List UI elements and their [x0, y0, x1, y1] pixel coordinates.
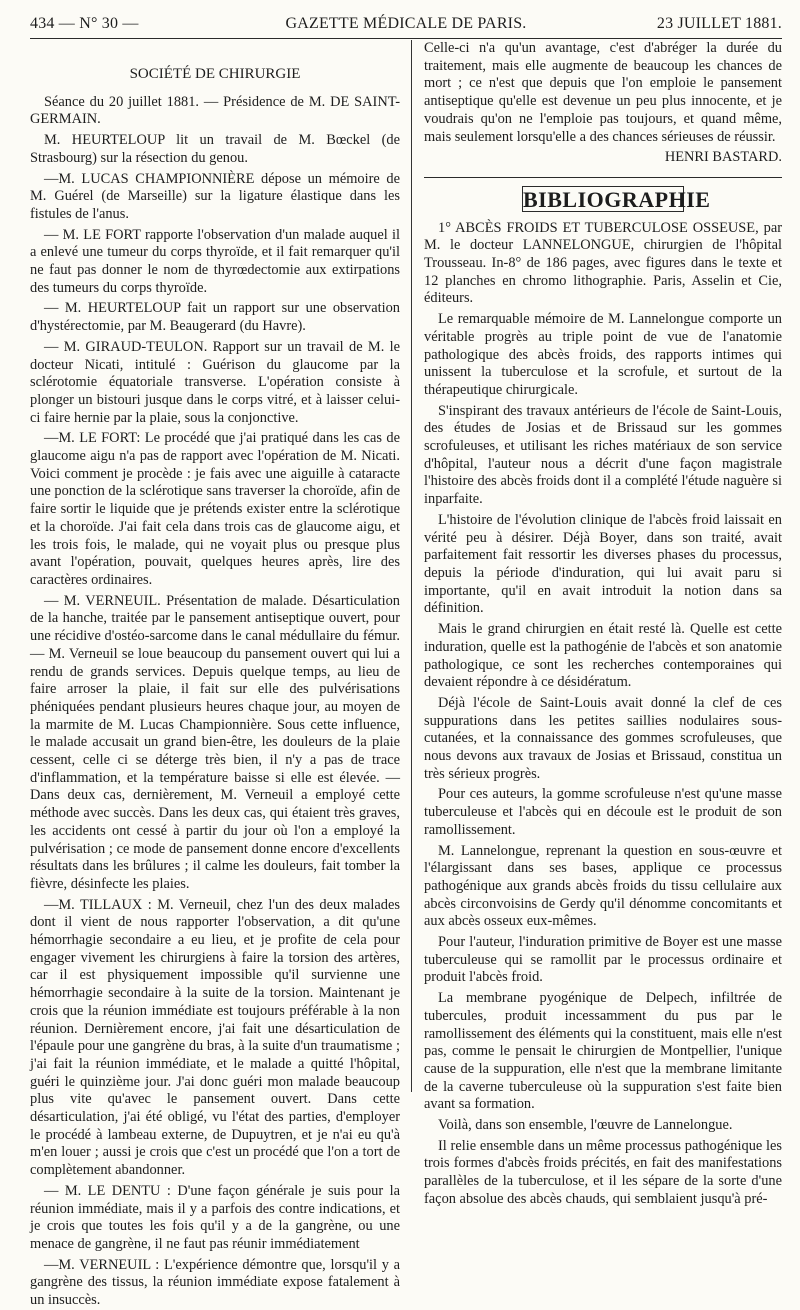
paragraph: —M. LE FORT: Le procédé que j'ai pratiqué dans les cas de glaucome aigu n'a pas de rapport avec l'opération de M. Nicati. Voici comment je procède : je fais avec une aiguille à cataracte une ponction de la sclérotique sans traverser la choroïde, afin de faire sortir le liquide que je prétends exister entre la sclérotique et la choroïde. J'ai fait cela dans trois cas de glaucome aigu, et les trois fois, le malade, qui ne voyait plus ou presque plus avant l'opération, pouvait, quelques heures après, lire des caractères ordinaires. — [30, 430, 400, 588]
publication-title: GAZETTE MÉDICALE DE PARIS. — [285, 15, 527, 32]
section-rule — [424, 177, 782, 178]
seance-line: Séance du 20 juillet 1881. — Présidence de M. DE SAINT-GERMAIN. — [30, 93, 400, 128]
paragraph: Pour ces auteurs, la gomme scrofuleuse n'est qu'une masse tuberculeuse et l'abcès qui en découle est le produit de son ramollissement. — [424, 786, 782, 838]
page-header — [30, 12, 782, 39]
paragraph: — M. GIRAUD-TEULON. Rapport sur un travail de M. le docteur Nicati, intitulé : Guérison du glaucome par la sclérotomie équatoriale transverse. L'opération consiste à plonger un bistouri jusque dans le corps vitré, et à laisser celui-ci faire hernie par la plaie, sous la conjonctive. — [30, 338, 400, 426]
issue-date: 23 JUILLET 1881. — [656, 15, 782, 32]
paragraph: Le remarquable mémoire de M. Lannelongue comporte un véritable progrès au triple point de vue de l'anatomie pathologique des abcès froids, des rapports intimes qui unissent la tuberculose et la scrofule, et surtout de la thérapeutique chirurgicale. — [424, 311, 782, 398]
paragraph: Il relie ensemble dans un même processus pathogénique les trois formes d'abcès froids précités, en fait des manifestations parallèles de la tuberculose, et il les sépare de la sorte d'une façon absolue des abcès chauds, qui semblaient jusqu'à pré- — [424, 1137, 782, 1207]
paragraph: La membrane pyogénique de Delpech, infiltrée de tubercules, produit incessamment du pus par le ramollissement des éléments qui la constituent, mais elle n'est pas, comme le pensait le chirurgien de Montpellier, l'unique cause de la suppuration, elle n'est que la membrane limitante de la caverne tuberculeuse où la suppuration s'est faite bien avant sa formation. — [424, 990, 782, 1113]
left-column — [30, 40, 400, 1309]
signature — [424, 149, 782, 167]
paragraph: Mais le grand chirurgien en était resté là. Quelle est cette induration, quelle est la pathogénie de l'abcès et son anatomie pathologique, ce sont les recherches contemporaines qui devaient répondre à ce désidératum. — [424, 621, 782, 691]
paragraph: —M. VERNEUIL : L'expérience démontre que, lorsqu'il y a gangrène des tissus, la réunion immédiate expose fatalement à un insuccès. — [30, 1256, 400, 1309]
paragraph: S'inspirant des travaux antérieurs de l'école de Saint-Louis, des études de Josias et de Brissaud sur les gommes scrofuleuses, et utilisant les riches matériaux de son service d'hôpital, l'auteur nous a décrit d'une façon magistrale l'histoire des abcès froids dont il a complété l'étude naguère si inparfaite. — [424, 402, 782, 508]
paragraph-continuation: Celle-ci n'a qu'un avantage, c'est d'abréger la durée du traitement, mais elle augmente de beaucoup les chances de mort ; ce n'est que depuis que l'on emploie le pansement antiseptique qu'elle est devenue un peu plus innocente, et je voudrais qu'on ne l'emploie pas toujours, et quand même, mais seulement lorsqu'elle a des chances sérieuses de réussir. — [424, 40, 782, 145]
column-divider — [411, 40, 412, 1092]
paragraph: M. Lannelongue, reprenant la question en sous-œuvre et l'élargissant dans ses bases, applique ce processus pathogénique aux grands abcès froids du tissu cellulaire aux abcès circonvoisins de Gerdy qu'il dénomme concomitants et aux abcès osseux eux-mêmes. — [424, 842, 782, 930]
paragraph: — M. VERNEUIL. Présentation de malade. Désarticulation de la hanche, traitée par le pansement antiseptique ouvert, pour une récidive d'ostéo-sarcome dans le canal médullaire du fémur. — M. Verneuil se loue beaucoup du pansement ouvert qui lui a rendu de grands services. Depuis quelque temps, au lieu de faire arroser la plaie, il fait sur elle des pulvérisations phéniquées pendant plusieurs heures chaque jour, au moyen de la marmite de M. Lucas Championnière. Sous cette influence, le malade accusait un grand bien-être, les douleurs de la plaie cessent, celle ci se déterge très bien, il n'y a pas de trace d'inflammation, et la température baisse si elle est élevée. — Dans deux cas, dernièrement, M. Verneuil a employé cette méthode avec succès. Dans les deux cas, qui étaient très graves, les accidents ont cessé à partir du jour où l'on a employé la pulvérisation ; ce mode de pansement donne encore d'excellents résultats dans les brûlures ; il calme les douleurs, fait tomber la fièvre, désinfecte les plaies. — [30, 592, 400, 892]
paragraph: — M. LE DENTU : D'une façon générale je suis pour la réunion immédiate, mais il y a parfois des contre indications, et je crois que toutes les fois qu'il y a de la gangrène, ou une menace de gangrène, il ne faut pas réunir immédiatement — [30, 1182, 400, 1252]
paragraph: — M. HEURTELOUP fait un rapport sur une observation d'hystérectomie, par M. Beaugerard (du Havre). — [30, 300, 400, 335]
paragraph: Voilà, dans son ensemble, l'œuvre de Lannelongue. — [438, 1117, 733, 1134]
bibliography-title: BIBLIOGRAPHIE — [523, 186, 711, 212]
paragraph: Déjà l'école de Saint-Louis avait donné la clef de ces suppurations dans les petites saillies nodulaires sous-cutanées, et la connaissance des gommes scrofuleuses, que nous devons aux travaux de Josias et Brissaud, constitua un très sérieux progrès. — [424, 694, 782, 782]
paragraph: 1° ABCÈS FROIDS ET TUBERCULOSE OSSEUSE, par M. le docteur LANNELONGUE, chirurgien de l'hôpital Trousseau. In-8° de 186 pages, avec figures dans le texte et 12 planches en chromo lithographie. Paris, Asselin et Cie, éditeurs. — [424, 219, 782, 307]
right-column — [424, 40, 782, 1207]
signature-text: HENRI BASTARD. — [664, 149, 782, 166]
paragraph: M. HEURTELOUP lit un travail de M. Bœckel (de Strasbourg) sur la résection du genou. — [30, 132, 400, 166]
paragraph: —M. LUCAS CHAMPIONNIÈRE dépose un mémoire de M. Guérel (de Marseille) sur la ligature élastique dans les fistules de l'anus. — [30, 170, 400, 222]
section-title: SOCIÉTÉ DE CHIRURGIE — [129, 66, 301, 82]
paragraph: L'histoire de l'évolution clinique de l'abcès froid laissait en vérité peu à désirer. Déjà Boyer, dans son traité, avait parfaitement fait ressortir les diverses phases du processus, depuis la période d'induration, qui lui avait paru si importante, qu'il en avait introduit la notion dans sa définition. — [424, 511, 782, 617]
page-number: 434 — N° 30 — — [30, 15, 139, 32]
paragraph: — M. LE FORT rapporte l'observation d'un malade auquel il a enlevé une tumeur du corps thyroïde, et il fait remarquer qu'il ne faut pas donner le nom de thyrœdectomie aux extirpations des tumeurs du corps thyroïde. — [30, 226, 400, 296]
paragraph: Pour l'auteur, l'induration primitive de Boyer est une masse tuberculeuse qui se ramollit par le processus ordinaire et produit l'abcès froid. — [424, 934, 782, 986]
paragraph: —M. TILLAUX : M. Verneuil, chez l'un des deux malades dont il vient de nous rapporter l'observation, a dit qu'une hémorrhagie secondaire a eu lieu, et je profite de cela pour engager vivement les chirurgiens à faire la torsion des artères, car il est physiquement impossible qu'il survienne une hémorrhagie secondaire à la suite de la torsion. Maintenant je crois que la réunion immédiate est toujours préférable à la non réunion. Dernièrement encore, j'ai fait une désarticulation de l'épaule pour une gangrène du bras, à la suite d'un traumatisme ; j'ai fait la réunion immédiate, et le malade a quitté l'hôpital, guéri le quinzième jour. J'ai donc guéri mon malade beaucoup plus vite qu'avec le pansement ouvert. Dans cette désarticulation, j'ai été obligé, vu l'état des parties, d'employer le procédé à lambeau externe, de Dupuytren, et je n'ai eu qu'à m'en louer ; aussi je crois que c'est un procédé que l'on a tort de complètement abandonner. — [30, 896, 400, 1179]
